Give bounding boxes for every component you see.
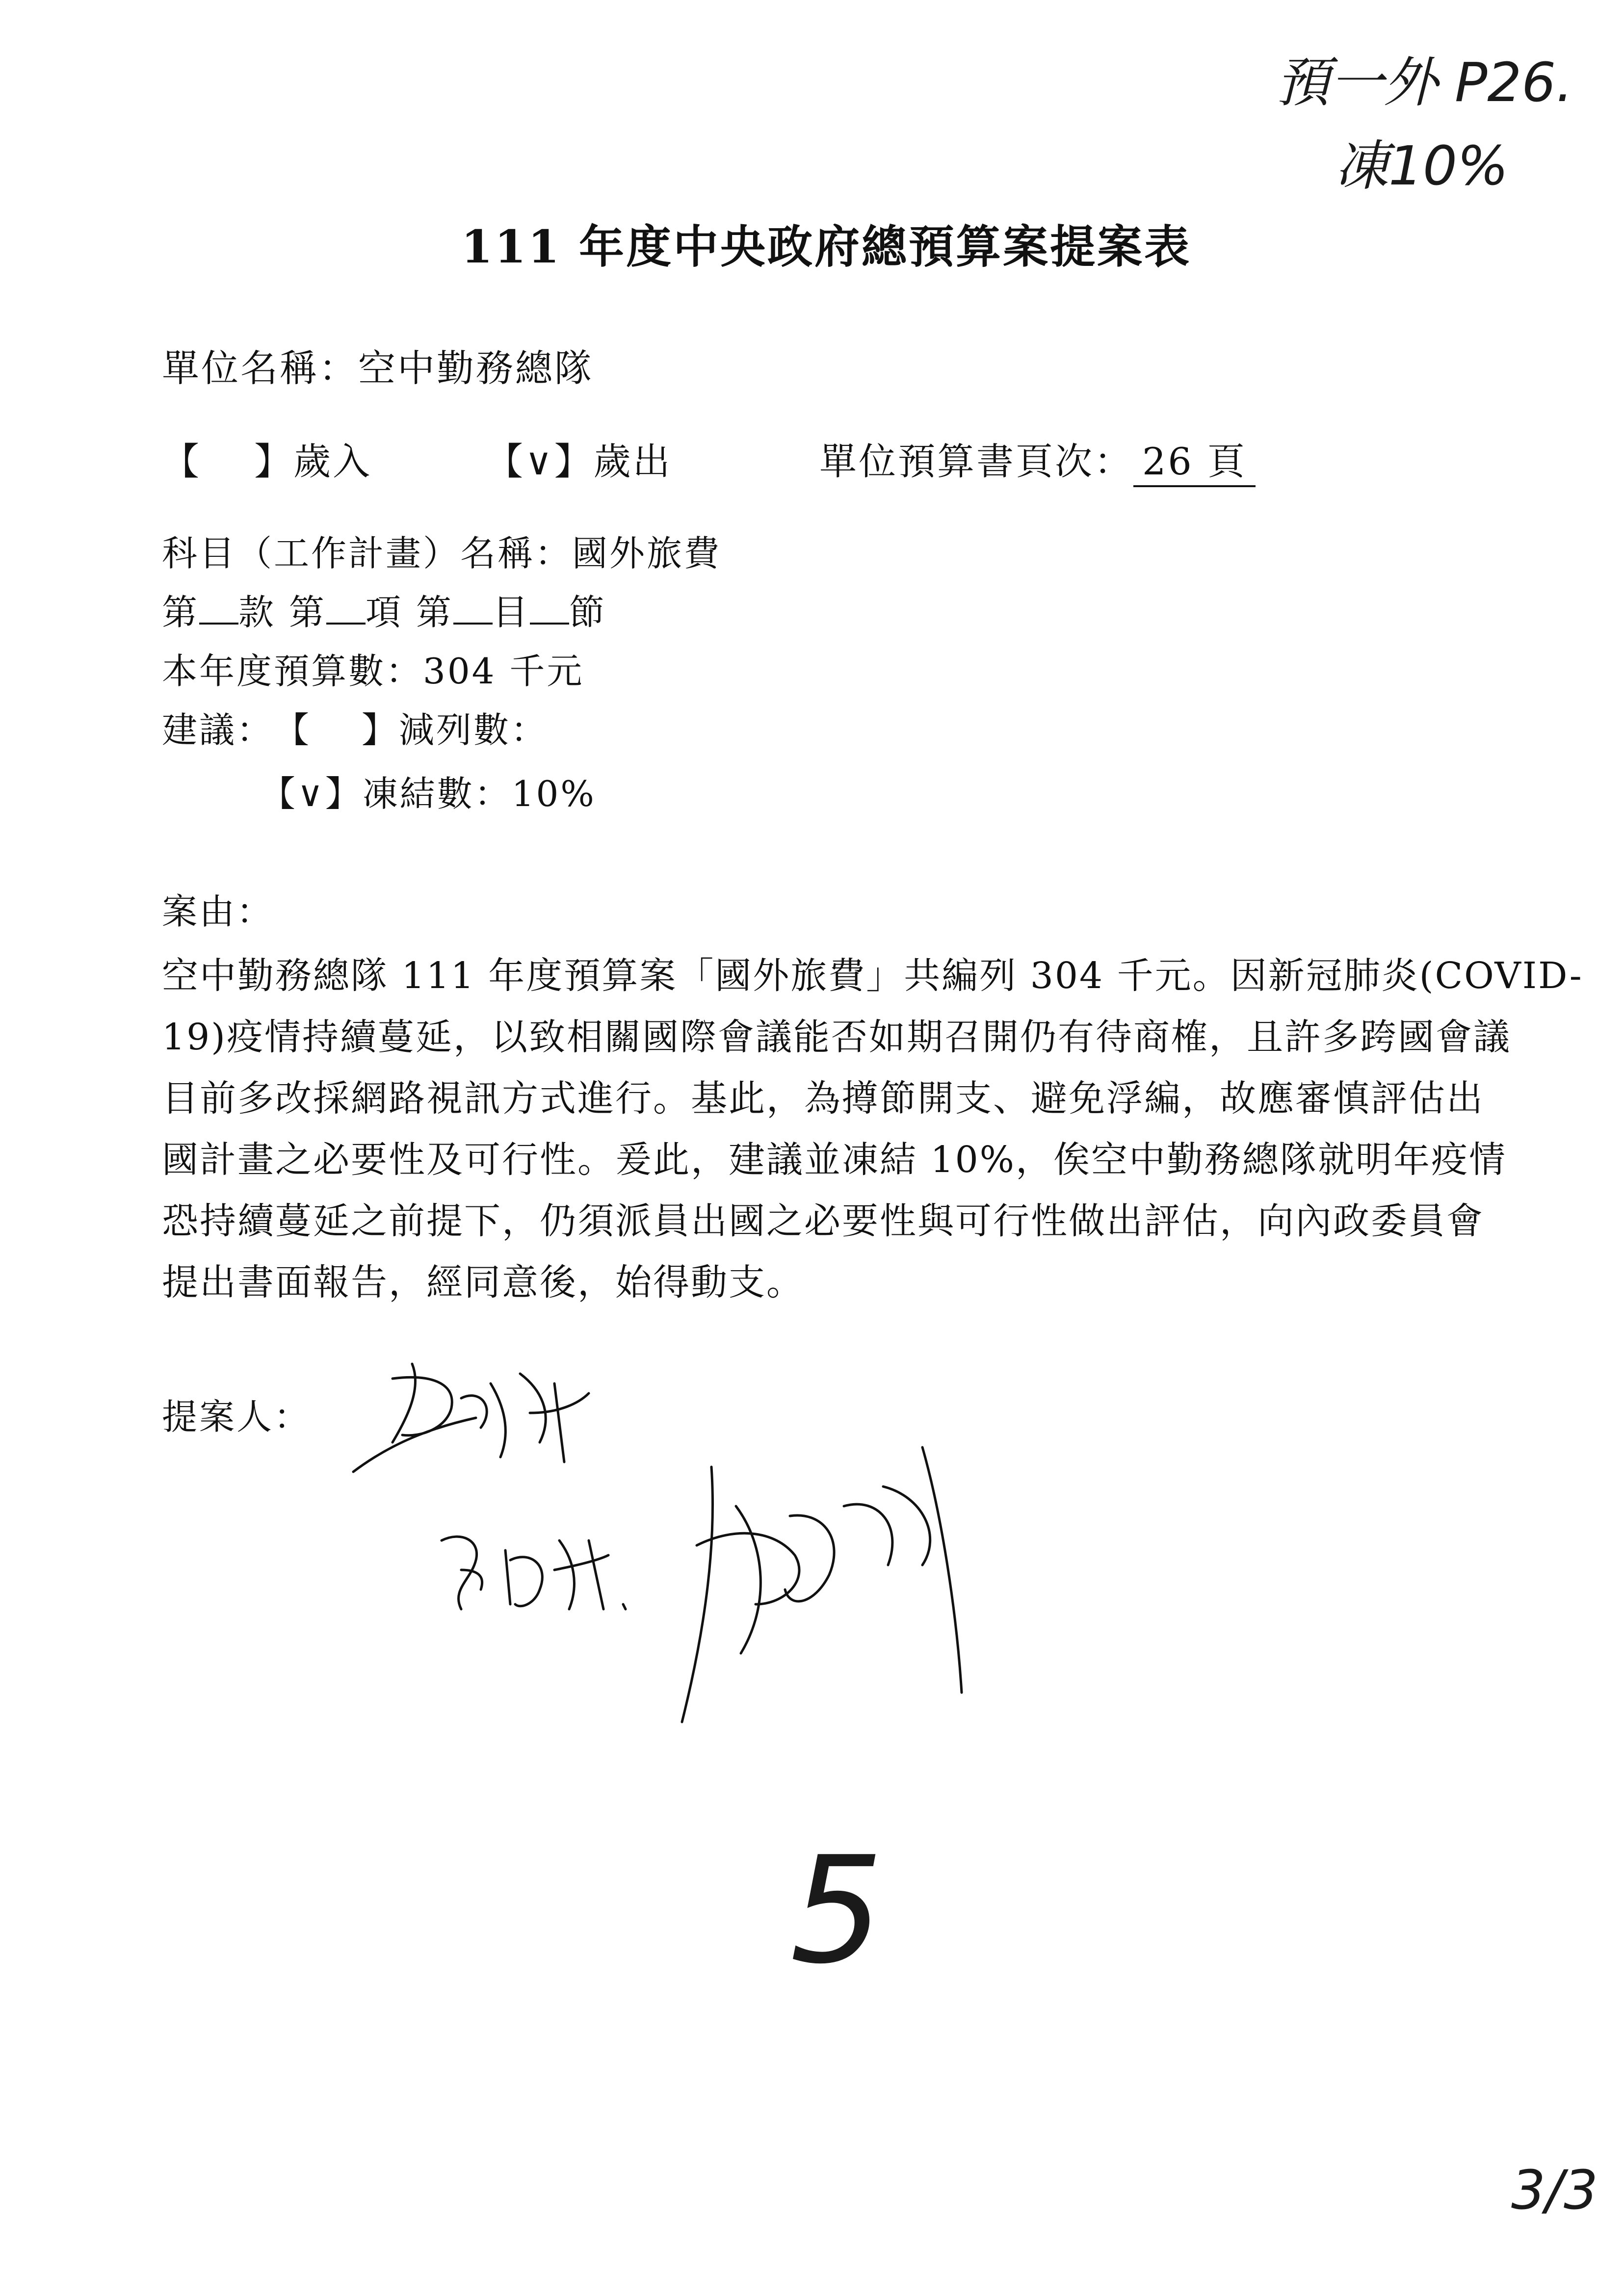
section-mu: 目 <box>492 592 530 633</box>
budget-label: 本年度預算數： <box>162 651 423 692</box>
page-ref-value: 26 頁 <box>1133 432 1256 487</box>
handwritten-number: 5 <box>790 1825 884 1996</box>
subject-label: 科目（工作計畫）名稱： <box>162 533 573 574</box>
revenue-checkbox-row <box>162 432 372 485</box>
revenue-label: 歲入 <box>293 440 372 483</box>
reason-line-6: 提出書面報告，經同意後，始得動支。 <box>162 1261 804 1304</box>
handwritten-note-freeze: 凍10% <box>1335 134 1509 197</box>
page-ref-label: 單位預算書頁次： <box>819 440 1133 483</box>
section-xiang: 項 <box>365 592 403 633</box>
expense-label: 歲出 <box>593 440 672 483</box>
unit-name-value: 空中勤務總隊 <box>358 346 594 390</box>
reason-line-1: 空中勤務總隊 111 年度預算案「國外旅費」共編列 304 千元。因新冠肺炎(COVID- <box>162 955 1583 997</box>
unit-name-row <box>162 339 594 392</box>
page-ref-row <box>819 432 1256 487</box>
signature-3 <box>667 1418 971 1732</box>
freeze-label: 凍結數： <box>362 773 512 814</box>
budget-row <box>162 643 584 694</box>
section-kuan: 款 <box>238 592 276 633</box>
section-di-3: 第 <box>416 592 453 633</box>
suggest-label: 建議： <box>162 709 274 751</box>
freeze-value: 10% <box>511 773 596 814</box>
signature-2 <box>432 1511 638 1629</box>
expense-checkbox: 【∨】 <box>486 440 594 483</box>
reduce-label: 減列數： <box>398 709 548 751</box>
expense-checkbox-row <box>486 432 672 485</box>
unit-name-label: 單位名稱： <box>162 346 358 390</box>
reason-line-2: 19)疫情持續蔓延，以致相關國際會議能否如期召開仍有待商榷，且許多跨國會議 <box>162 1016 1512 1058</box>
reason-label: 案由： <box>162 891 274 932</box>
handwritten-note-code: 預一外 P26. <box>1276 51 1573 114</box>
section-di-2: 第 <box>288 592 326 633</box>
page-title: 111 年度中央政府總預算案提案表 <box>461 220 1192 273</box>
reason-line-3: 目前多改採網路視訊方式進行。基此，為撙節開支、避免浮編，故應審慎評估出 <box>162 1077 1484 1120</box>
subject-row <box>162 525 721 576</box>
suggest-freeze-row <box>260 765 596 816</box>
subject-value: 國外旅費 <box>572 533 722 574</box>
section-numbering-row <box>162 584 606 635</box>
signature-1 <box>334 1344 608 1491</box>
freeze-checkbox: 【∨】 <box>260 773 363 814</box>
proposer-label: 提案人： <box>162 1396 312 1437</box>
budget-value: 304 千元 <box>423 651 584 692</box>
section-di-1: 第 <box>162 592 200 633</box>
reason-line-5: 恐持續蔓延之前提下，仍須派員出國之必要性與可行性做出評估，向內政委員會 <box>162 1200 1484 1242</box>
suggest-reduce-row <box>162 702 548 753</box>
section-jie: 節 <box>569 592 606 633</box>
revenue-checkbox: 【 】 <box>162 440 294 483</box>
reason-line-4: 國計畫之必要性及可行性。爰此，建議並凍結 10%，俟空中勤務總隊就明年疫情 <box>162 1139 1507 1181</box>
page-count: 3/3 <box>1511 2159 1598 2221</box>
reduce-checkbox: 【 】 <box>274 709 399 751</box>
